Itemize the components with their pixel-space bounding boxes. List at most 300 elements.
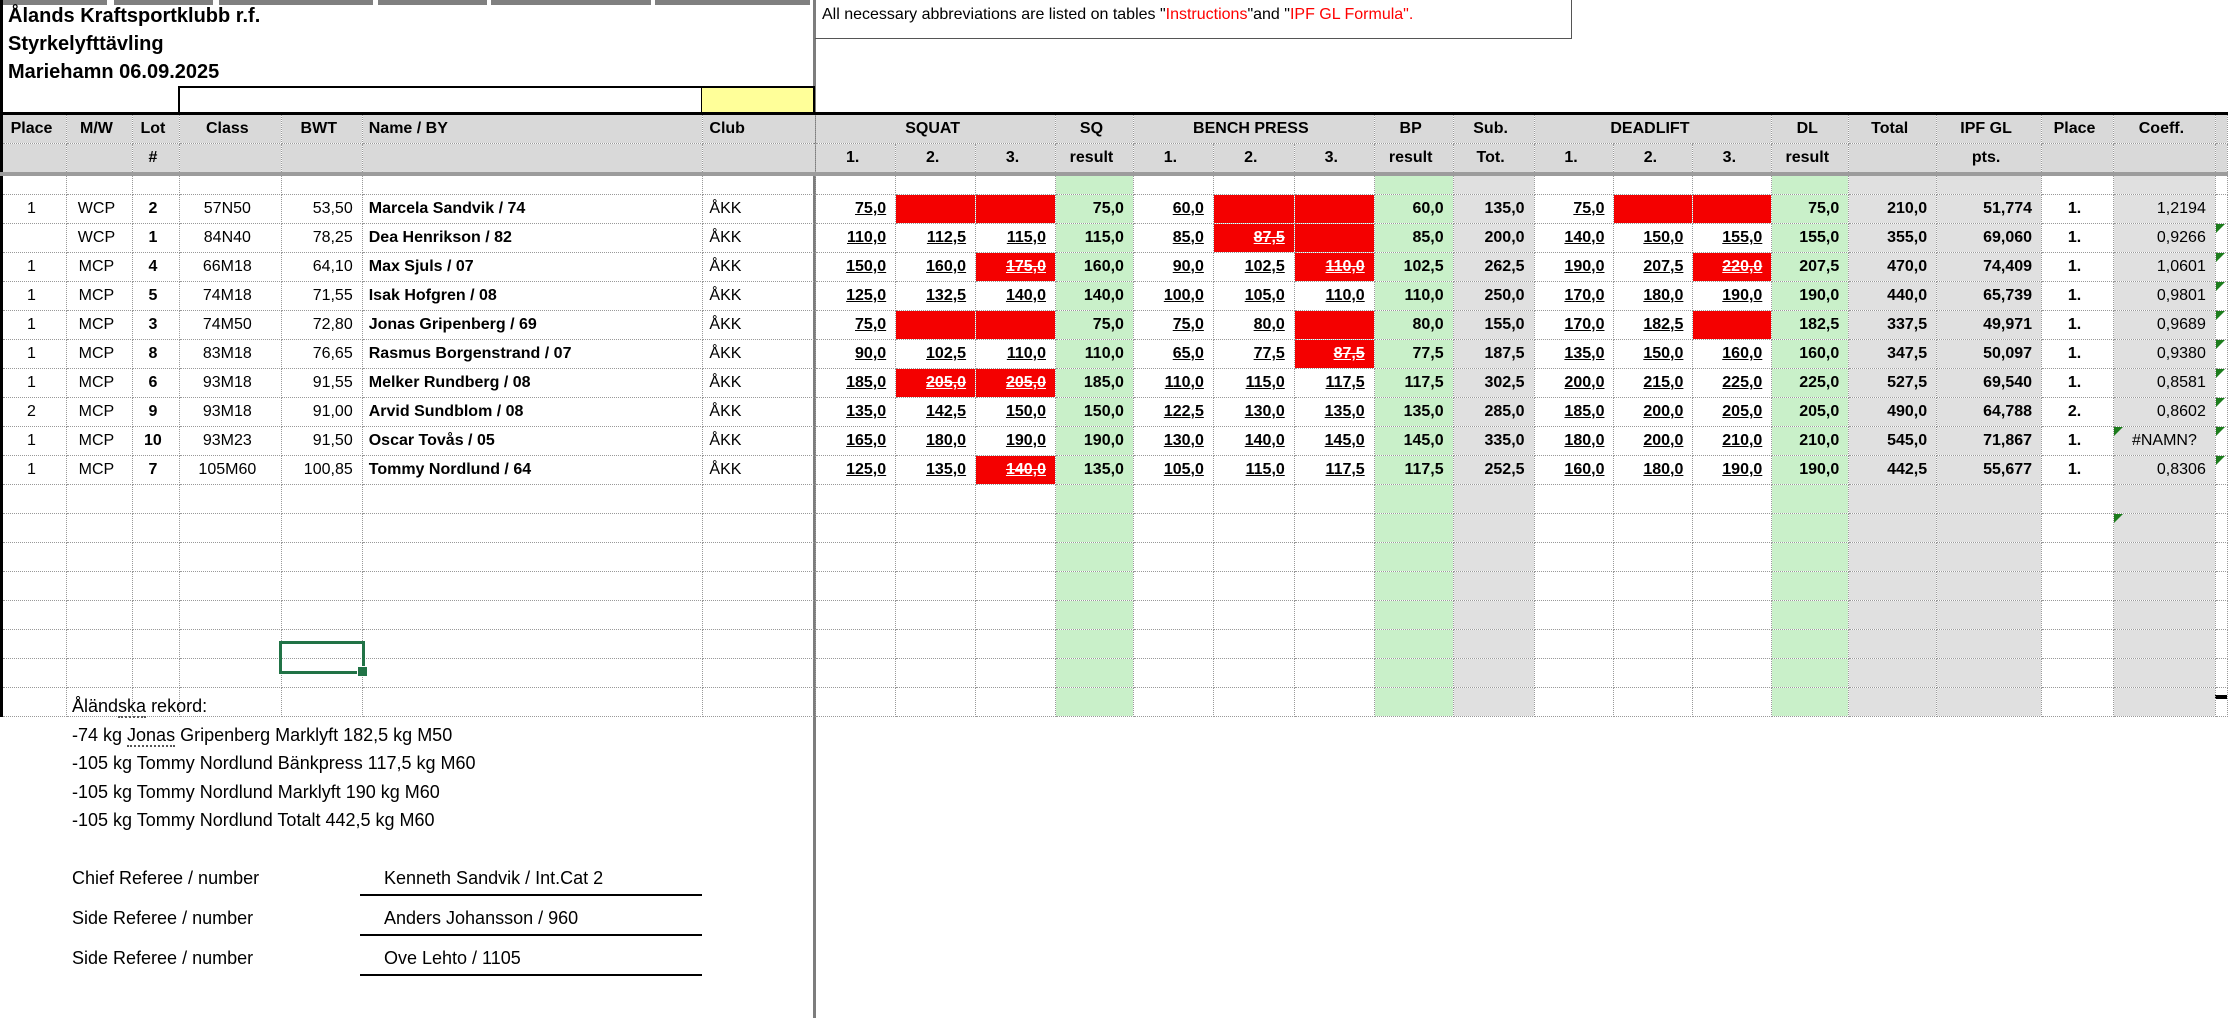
header-coeff-[interactable]: Coeff. [2113, 114, 2215, 144]
cell-deadlift-3[interactable] [1693, 659, 1772, 688]
cell-squat-3[interactable]: 190,0 [976, 427, 1056, 456]
cell-squat-1[interactable]: 75,0 [816, 195, 896, 224]
cell-place[interactable] [2, 659, 67, 688]
cell-squat-result[interactable]: 115,0 [1056, 224, 1134, 253]
cell-place[interactable]: 1 [2, 282, 67, 311]
cell-bench-3[interactable] [1294, 572, 1374, 601]
cell-bench-3[interactable] [1294, 659, 1374, 688]
records-heading[interactable] [72, 692, 476, 721]
cell-place-2[interactable]: 1. [2042, 427, 2114, 456]
cell-class[interactable]: 93M18 [179, 369, 281, 398]
cell-deadlift-3[interactable] [1693, 311, 1772, 340]
referee-name-field[interactable]: Kenneth Sandvik / Int.Cat 2 [360, 866, 702, 896]
cell-coeff[interactable]: 0,8581 [2113, 369, 2215, 398]
cell-bench-1[interactable]: 122,5 [1133, 398, 1213, 427]
cell-squat-3[interactable] [976, 688, 1056, 717]
cell-bench-1[interactable] [1133, 601, 1213, 630]
cell-deadlift-2[interactable]: 200,0 [1614, 427, 1693, 456]
record-line[interactable] [72, 778, 476, 807]
cell-bench-2[interactable]: 105,0 [1213, 282, 1294, 311]
cell-class[interactable] [179, 630, 281, 659]
cell-bench-result[interactable]: 102,5 [1374, 253, 1453, 282]
cell-place[interactable] [2, 514, 67, 543]
cell-bench-3[interactable]: 117,5 [1294, 369, 1374, 398]
cell-coeff[interactable]: 0,8306 [2113, 456, 2215, 485]
cell-place[interactable] [2, 485, 67, 514]
cell-bench-2[interactable] [1213, 688, 1294, 717]
cell-deadlift-3[interactable]: 205,0 [1693, 398, 1772, 427]
subheader-blank[interactable] [362, 144, 703, 175]
cell-squat-3[interactable]: 150,0 [976, 398, 1056, 427]
cell-squat-3[interactable] [976, 485, 1056, 514]
cell-coeff[interactable] [2113, 543, 2215, 572]
cell-place[interactable] [2, 224, 67, 253]
cell-bwt[interactable]: 91,50 [281, 427, 362, 456]
subheader-blank[interactable] [66, 144, 132, 175]
selected-cell-outline[interactable] [279, 641, 365, 674]
cell-bench-result[interactable] [1374, 601, 1453, 630]
cell-coeff[interactable]: 0,8602 [2113, 398, 2215, 427]
cell-squat-result[interactable] [1056, 174, 1134, 195]
cell-squat-3[interactable] [976, 195, 1056, 224]
header-total[interactable]: Total [1849, 114, 1937, 144]
cell-club[interactable] [703, 688, 816, 717]
cell-coeff[interactable] [2113, 630, 2215, 659]
header-blank[interactable] [2215, 114, 2227, 144]
cell-bench-2[interactable]: 130,0 [1213, 398, 1294, 427]
cell-bench-result[interactable]: 117,5 [1374, 456, 1453, 485]
cell-deadlift-result[interactable]: 182,5 [1772, 311, 1849, 340]
cell-bench-result[interactable] [1374, 630, 1453, 659]
cell-class[interactable] [179, 485, 281, 514]
cell-bench-1[interactable] [1133, 174, 1213, 195]
subheader-blank[interactable] [281, 144, 362, 175]
cell-flag-margin[interactable] [2215, 572, 2227, 601]
cell-coeff[interactable]: 1,2194 [2113, 195, 2215, 224]
cell-mw[interactable] [66, 601, 132, 630]
subheader-result[interactable]: result [1056, 144, 1134, 175]
cell-bench-result[interactable] [1374, 174, 1453, 195]
cell-name[interactable]: Oscar Tovås / 05 [362, 427, 703, 456]
cell-bench-3[interactable] [1294, 514, 1374, 543]
cell-class[interactable] [179, 659, 281, 688]
cell-total[interactable]: 442,5 [1849, 456, 1937, 485]
cell-club[interactable] [703, 630, 816, 659]
cell-club[interactable]: ÅKK [703, 427, 816, 456]
cell-squat-result[interactable]: 110,0 [1056, 340, 1134, 369]
subheader-result[interactable]: result [1772, 144, 1849, 175]
cell-coeff[interactable]: 0,9266 [2113, 224, 2215, 253]
cell-bench-result[interactable]: 135,0 [1374, 398, 1453, 427]
cell-ipfgl-points[interactable]: 74,409 [1937, 253, 2042, 282]
cell-bench-1[interactable] [1133, 485, 1213, 514]
cell-squat-1[interactable]: 125,0 [816, 282, 896, 311]
cell-squat-1[interactable]: 110,0 [816, 224, 896, 253]
cell-deadlift-result[interactable] [1772, 630, 1849, 659]
cell-place[interactable] [2, 630, 67, 659]
cell-bwt[interactable]: 53,50 [281, 195, 362, 224]
cell-deadlift-result[interactable]: 155,0 [1772, 224, 1849, 253]
cell-class[interactable]: 84N40 [179, 224, 281, 253]
cell-bwt[interactable] [281, 543, 362, 572]
cell-club[interactable]: ÅKK [703, 195, 816, 224]
cell-subtotal[interactable]: 285,0 [1453, 398, 1534, 427]
cell-place-2[interactable] [2042, 543, 2114, 572]
cell-flag-margin[interactable] [2215, 369, 2227, 398]
cell-deadlift-1[interactable]: 170,0 [1534, 311, 1614, 340]
cell-total[interactable]: 545,0 [1849, 427, 1937, 456]
cell-deadlift-result[interactable] [1772, 485, 1849, 514]
cell-bench-result[interactable]: 145,0 [1374, 427, 1453, 456]
subheader-blank[interactable] [2215, 144, 2227, 175]
cell-deadlift-result[interactable] [1772, 688, 1849, 717]
cell-deadlift-1[interactable] [1534, 630, 1614, 659]
cell-ipfgl-points[interactable] [1937, 514, 2042, 543]
cell-flag-margin[interactable] [2215, 398, 2227, 427]
cell-place-2[interactable]: 1. [2042, 282, 2114, 311]
cell-lot[interactable] [132, 485, 179, 514]
cell-place-2[interactable] [2042, 572, 2114, 601]
record-line[interactable] [72, 749, 476, 778]
cell-bwt[interactable]: 91,00 [281, 398, 362, 427]
cell-squat-result[interactable]: 190,0 [1056, 427, 1134, 456]
cell-squat-2[interactable]: 142,5 [896, 398, 976, 427]
cell-deadlift-2[interactable]: 182,5 [1614, 311, 1693, 340]
cell-bench-3[interactable] [1294, 601, 1374, 630]
cell-squat-result[interactable] [1056, 514, 1134, 543]
cell-mw[interactable]: MCP [66, 398, 132, 427]
cell-deadlift-1[interactable]: 180,0 [1534, 427, 1614, 456]
cell-name[interactable] [362, 630, 703, 659]
cell-deadlift-1[interactable] [1534, 485, 1614, 514]
cell-deadlift-2[interactable] [1614, 630, 1693, 659]
cell-squat-2[interactable] [896, 543, 976, 572]
cell-club[interactable] [703, 572, 816, 601]
cell-name[interactable]: Melker Rundberg / 08 [362, 369, 703, 398]
cell-squat-result[interactable] [1056, 601, 1134, 630]
cell-deadlift-1[interactable] [1534, 174, 1614, 195]
cell-squat-3[interactable] [976, 659, 1056, 688]
cell-place[interactable] [2, 601, 67, 630]
cell-class[interactable]: 93M18 [179, 398, 281, 427]
cell-squat-2[interactable]: 205,0 [896, 369, 976, 398]
cell-deadlift-2[interactable] [1614, 572, 1693, 601]
cell-squat-2[interactable] [896, 311, 976, 340]
cell-total[interactable] [1849, 688, 1937, 717]
cell-ipfgl-points[interactable] [1937, 688, 2042, 717]
cell-deadlift-result[interactable]: 205,0 [1772, 398, 1849, 427]
cell-deadlift-2[interactable] [1614, 485, 1693, 514]
cell-place-2[interactable] [2042, 659, 2114, 688]
cell-deadlift-1[interactable]: 160,0 [1534, 456, 1614, 485]
cell-name[interactable]: Tommy Nordlund / 64 [362, 456, 703, 485]
cell-deadlift-result[interactable] [1772, 514, 1849, 543]
competition-club-title[interactable]: Ålands Kraftsportklubb r.f. [8, 5, 261, 27]
cell-bench-result[interactable] [1374, 485, 1453, 514]
cell-name[interactable]: Rasmus Borgenstrand / 07 [362, 340, 703, 369]
cell-bench-1[interactable]: 100,0 [1133, 282, 1213, 311]
cell-club[interactable]: ÅKK [703, 282, 816, 311]
cell-ipfgl-points[interactable] [1937, 630, 2042, 659]
cell-deadlift-1[interactable] [1534, 601, 1614, 630]
cell-bwt[interactable] [281, 572, 362, 601]
cell-name[interactable] [362, 514, 703, 543]
cell-total[interactable]: 527,5 [1849, 369, 1937, 398]
cell-coeff[interactable] [2113, 601, 2215, 630]
cell-deadlift-3[interactable] [1693, 195, 1772, 224]
cell-deadlift-2[interactable]: 215,0 [1614, 369, 1693, 398]
cell-place[interactable] [2, 174, 67, 195]
cell-bench-2[interactable]: 115,0 [1213, 456, 1294, 485]
cell-club[interactable] [703, 601, 816, 630]
cell-coeff[interactable] [2113, 514, 2215, 543]
cell-deadlift-2[interactable] [1614, 514, 1693, 543]
subheader-1[interactable]: 1. [1133, 144, 1213, 175]
cell-club[interactable]: ÅKK [703, 340, 816, 369]
cell-bench-3[interactable] [1294, 485, 1374, 514]
cell-deadlift-result[interactable]: 75,0 [1772, 195, 1849, 224]
cell-bench-2[interactable] [1213, 601, 1294, 630]
cell-place-2[interactable] [2042, 174, 2114, 195]
header-bwt[interactable]: BWT [281, 114, 362, 144]
cell-ipfgl-points[interactable]: 50,097 [1937, 340, 2042, 369]
cell-mw[interactable] [66, 514, 132, 543]
header-place[interactable]: Place [2, 114, 67, 144]
cell-ipfgl-points[interactable] [1937, 174, 2042, 195]
cell-subtotal[interactable]: 252,5 [1453, 456, 1534, 485]
cell-bench-3[interactable]: 110,0 [1294, 282, 1374, 311]
cell-bench-result[interactable]: 85,0 [1374, 224, 1453, 253]
cell-club[interactable]: ÅKK [703, 253, 816, 282]
cell-deadlift-1[interactable] [1534, 514, 1614, 543]
cell-squat-1[interactable] [816, 688, 896, 717]
cell-squat-result[interactable]: 160,0 [1056, 253, 1134, 282]
cell-total[interactable] [1849, 572, 1937, 601]
subheader-2[interactable]: 2. [896, 144, 976, 175]
cell-deadlift-2[interactable]: 180,0 [1614, 282, 1693, 311]
cell-total[interactable]: 440,0 [1849, 282, 1937, 311]
cell-lot[interactable]: 10 [132, 427, 179, 456]
header-m-w[interactable]: M/W [66, 114, 132, 144]
cell-bench-2[interactable]: 80,0 [1213, 311, 1294, 340]
cell-flag-margin[interactable] [2215, 427, 2227, 456]
cell-deadlift-result[interactable] [1772, 174, 1849, 195]
cell-bwt[interactable]: 71,55 [281, 282, 362, 311]
cell-deadlift-1[interactable]: 75,0 [1534, 195, 1614, 224]
cell-mw[interactable]: MCP [66, 456, 132, 485]
cell-bench-3[interactable]: 145,0 [1294, 427, 1374, 456]
cell-coeff[interactable]: 0,9689 [2113, 311, 2215, 340]
header-bp[interactable]: BP [1374, 114, 1453, 144]
fill-handle[interactable] [357, 666, 368, 677]
cell-bench-2[interactable] [1213, 514, 1294, 543]
cell-club[interactable]: ÅKK [703, 369, 816, 398]
cell-deadlift-3[interactable] [1693, 543, 1772, 572]
cell-place-2[interactable] [2042, 630, 2114, 659]
cell-club[interactable] [703, 659, 816, 688]
cell-name[interactable]: Isak Hofgren / 08 [362, 282, 703, 311]
cell-deadlift-3[interactable] [1693, 688, 1772, 717]
cell-total[interactable] [1849, 485, 1937, 514]
subheader-blank[interactable] [179, 144, 281, 175]
cell-place-2[interactable]: 1. [2042, 195, 2114, 224]
cell-deadlift-3[interactable]: 155,0 [1693, 224, 1772, 253]
cell-place[interactable] [2, 543, 67, 572]
cell-mw[interactable]: MCP [66, 253, 132, 282]
subheader-3[interactable]: 3. [1294, 144, 1374, 175]
cell-squat-2[interactable] [896, 601, 976, 630]
cell-flag-margin[interactable] [2215, 224, 2227, 253]
cell-deadlift-1[interactable] [1534, 688, 1614, 717]
cell-total[interactable] [1849, 630, 1937, 659]
cell-lot[interactable] [132, 659, 179, 688]
cell-total[interactable] [1849, 659, 1937, 688]
cell-bench-3[interactable] [1294, 224, 1374, 253]
cell-squat-2[interactable]: 180,0 [896, 427, 976, 456]
cell-bench-3[interactable]: 87,5 [1294, 340, 1374, 369]
cell-bench-result[interactable] [1374, 543, 1453, 572]
cell-bench-1[interactable] [1133, 543, 1213, 572]
cell-coeff[interactable] [2113, 688, 2215, 717]
cell-deadlift-result[interactable] [1772, 543, 1849, 572]
cell-deadlift-result[interactable] [1772, 659, 1849, 688]
cell-lot[interactable]: 5 [132, 282, 179, 311]
header-lot[interactable]: Lot [132, 114, 179, 144]
cell-deadlift-1[interactable] [1534, 659, 1614, 688]
cell-bench-result[interactable]: 110,0 [1374, 282, 1453, 311]
cell-name[interactable] [362, 601, 703, 630]
cell-squat-3[interactable]: 205,0 [976, 369, 1056, 398]
cell-deadlift-result[interactable] [1772, 572, 1849, 601]
cell-deadlift-1[interactable]: 135,0 [1534, 340, 1614, 369]
cell-subtotal[interactable] [1453, 543, 1534, 572]
cell-flag-margin[interactable] [2215, 630, 2227, 659]
cell-squat-result[interactable]: 150,0 [1056, 398, 1134, 427]
cell-lot[interactable]: 6 [132, 369, 179, 398]
header-sq[interactable]: SQ [1056, 114, 1134, 144]
header-dl[interactable]: DL [1772, 114, 1849, 144]
cell-squat-1[interactable] [816, 601, 896, 630]
cell-squat-2[interactable] [896, 195, 976, 224]
cell-squat-1[interactable]: 125,0 [816, 456, 896, 485]
cell-lot[interactable]: 8 [132, 340, 179, 369]
cell-deadlift-2[interactable] [1614, 601, 1693, 630]
cell-subtotal[interactable] [1453, 572, 1534, 601]
cell-deadlift-2[interactable] [1614, 195, 1693, 224]
cell-total[interactable]: 355,0 [1849, 224, 1937, 253]
cell-bwt[interactable] [281, 174, 362, 195]
cell-squat-result[interactable] [1056, 688, 1134, 717]
cell-deadlift-2[interactable] [1614, 688, 1693, 717]
cell-deadlift-1[interactable] [1534, 572, 1614, 601]
cell-class[interactable]: 74M50 [179, 311, 281, 340]
cell-squat-2[interactable]: 160,0 [896, 253, 976, 282]
cell-flag-margin[interactable] [2215, 195, 2227, 224]
subheader-Tot[interactable]: Tot. [1453, 144, 1534, 175]
cell-bench-1[interactable]: 60,0 [1133, 195, 1213, 224]
cell-class[interactable]: 83M18 [179, 340, 281, 369]
cell-place-2[interactable] [2042, 688, 2114, 717]
cell-place[interactable]: 1 [2, 369, 67, 398]
cell-coeff[interactable] [2113, 659, 2215, 688]
sheet-link[interactable]: Instructions [1165, 6, 1248, 23]
subheader-3[interactable]: 3. [976, 144, 1056, 175]
cell-deadlift-result[interactable] [1772, 601, 1849, 630]
cell-total[interactable]: 470,0 [1849, 253, 1937, 282]
cell-bwt[interactable] [281, 601, 362, 630]
cell-deadlift-3[interactable] [1693, 630, 1772, 659]
cell-squat-3[interactable] [976, 514, 1056, 543]
cell-squat-2[interactable]: 132,5 [896, 282, 976, 311]
cell-place[interactable]: 2 [2, 398, 67, 427]
cell-deadlift-3[interactable]: 190,0 [1693, 282, 1772, 311]
competition-event-title[interactable]: Styrkelyfttävling [8, 33, 164, 55]
header-deadlift[interactable]: DEADLIFT [1534, 114, 1772, 144]
cell-deadlift-3[interactable] [1693, 174, 1772, 195]
cell-bwt[interactable] [281, 514, 362, 543]
cell-name[interactable] [362, 174, 703, 195]
cell-squat-2[interactable]: 102,5 [896, 340, 976, 369]
cell-class[interactable]: 66M18 [179, 253, 281, 282]
subheader-1[interactable]: 1. [816, 144, 896, 175]
cell-bench-1[interactable]: 105,0 [1133, 456, 1213, 485]
subheader-2[interactable]: 2. [1213, 144, 1294, 175]
cell-bench-3[interactable] [1294, 688, 1374, 717]
cell-squat-result[interactable]: 135,0 [1056, 456, 1134, 485]
cell-lot[interactable]: 9 [132, 398, 179, 427]
subheader-result[interactable]: result [1374, 144, 1453, 175]
cell-squat-2[interactable] [896, 688, 976, 717]
cell-bench-2[interactable] [1213, 174, 1294, 195]
cell-place-2[interactable]: 1. [2042, 456, 2114, 485]
header-place[interactable]: Place [2042, 114, 2114, 144]
cell-class[interactable]: 93M23 [179, 427, 281, 456]
cell-deadlift-2[interactable]: 150,0 [1614, 224, 1693, 253]
cell-place-2[interactable]: 1. [2042, 224, 2114, 253]
cell-mw[interactable] [66, 659, 132, 688]
cell-deadlift-2[interactable] [1614, 543, 1693, 572]
cell-squat-3[interactable] [976, 311, 1056, 340]
cell-class[interactable] [179, 174, 281, 195]
cell-deadlift-1[interactable] [1534, 543, 1614, 572]
cell-squat-2[interactable] [896, 572, 976, 601]
subheader-blank[interactable] [2113, 144, 2215, 175]
cell-lot[interactable]: 7 [132, 456, 179, 485]
cell-place-2[interactable]: 1. [2042, 369, 2114, 398]
cell-deadlift-1[interactable]: 140,0 [1534, 224, 1614, 253]
cell-total[interactable]: 347,5 [1849, 340, 1937, 369]
cell-subtotal[interactable]: 262,5 [1453, 253, 1534, 282]
cell-ipfgl-points[interactable]: 64,788 [1937, 398, 2042, 427]
cell-deadlift-2[interactable] [1614, 659, 1693, 688]
subheader-1[interactable]: 1. [1534, 144, 1614, 175]
cell-subtotal[interactable] [1453, 659, 1534, 688]
cell-squat-3[interactable] [976, 572, 1056, 601]
cell-total[interactable] [1849, 543, 1937, 572]
cell-deadlift-3[interactable] [1693, 572, 1772, 601]
cell-place[interactable] [2, 572, 67, 601]
cell-club[interactable]: ÅKK [703, 311, 816, 340]
cell-lot[interactable] [132, 572, 179, 601]
cell-squat-result[interactable] [1056, 572, 1134, 601]
cell-club[interactable] [703, 485, 816, 514]
header-bench-press[interactable]: BENCH PRESS [1133, 114, 1374, 144]
cell-bench-2[interactable] [1213, 630, 1294, 659]
cell-bench-1[interactable]: 90,0 [1133, 253, 1213, 282]
cell-flag-margin[interactable] [2215, 253, 2227, 282]
cell-mw[interactable] [66, 174, 132, 195]
cell-mw[interactable]: MCP [66, 340, 132, 369]
